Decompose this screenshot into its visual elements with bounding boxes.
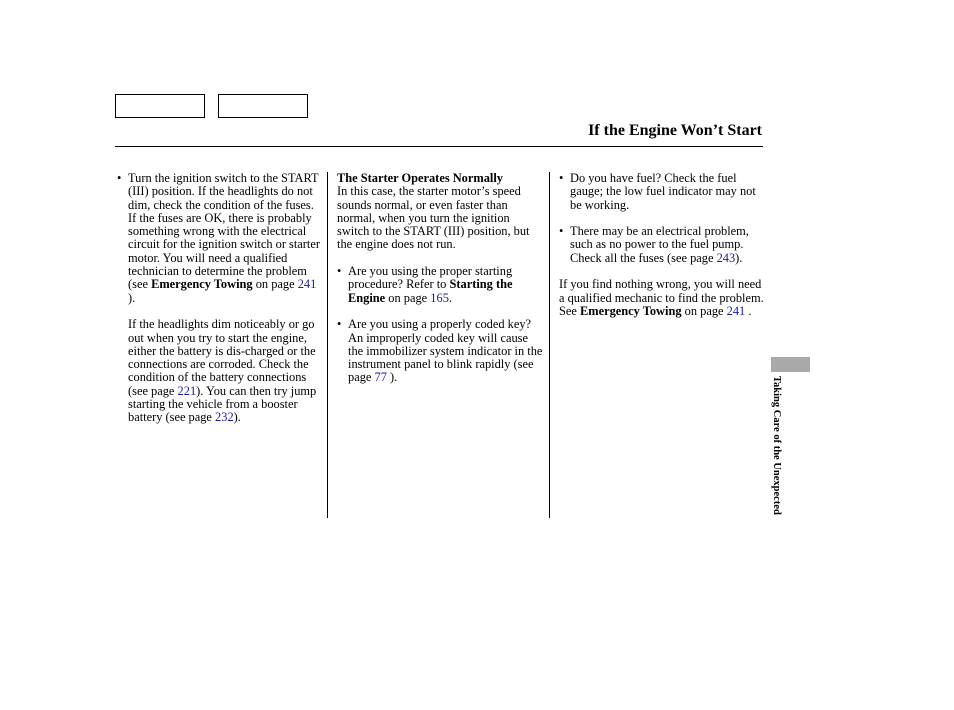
section-heading: The Starter Operates Normally <box>337 171 503 185</box>
paragraph-text: If you find nothing wrong, you will need a qualified mechanic to find the problem. See <box>559 277 764 318</box>
bullet-text: Are you using a properly coded key? An improperly coded key will cause the immobilizer system indicator in the instrument panel to blink rapidly (see page <box>348 317 543 385</box>
list-item <box>559 225 764 265</box>
bullet-text: Are you using the proper starting procedure? Refer to <box>348 264 513 292</box>
list-item <box>117 172 321 305</box>
section-side-label: Taking Care of the Unexpected <box>771 376 782 515</box>
bullet-text: Do you have fuel? Check the fuel gauge; the low fuel indicator may not be working. <box>570 171 756 212</box>
page-link-241[interactable]: 241 <box>297 277 317 292</box>
closing-text: . <box>748 303 752 318</box>
battery-paragraph <box>117 318 321 424</box>
closing-text: ). <box>735 250 743 265</box>
on-page-text: on page <box>388 290 428 305</box>
page-link-221[interactable]: 221 <box>177 383 197 398</box>
list-item <box>337 318 543 384</box>
starting-the-engine-ref: Starting the Engine <box>348 277 513 305</box>
left-column <box>117 172 321 425</box>
page-link-232[interactable]: 232 <box>215 410 234 425</box>
section-tab-marker[interactable] <box>771 357 810 372</box>
page-link-77[interactable]: 77 <box>374 370 387 385</box>
page-link-243[interactable]: 243 <box>716 250 736 265</box>
title-divider <box>115 146 763 147</box>
list-item <box>559 172 764 212</box>
column-divider-1 <box>327 172 328 518</box>
paragraph-text-mid: ). You can then try jump starting the vehicle from a booster battery (see page <box>128 383 317 425</box>
page-title: If the Engine Won’t Start <box>588 122 762 139</box>
paragraph-text: If the headlights dim noticeably or go out when you try to start the engine, either the battery is dis-charged or the connections are corroded. Check the condition of the battery connections (see page <box>128 317 316 398</box>
closing-text: ). <box>128 290 136 305</box>
right-column <box>559 172 764 318</box>
list-item <box>337 265 543 305</box>
main-menu-button[interactable] <box>115 94 205 118</box>
index-button[interactable] <box>218 94 308 118</box>
on-page-text: on page <box>255 277 295 292</box>
emergency-towing-ref: Emergency Towing <box>151 277 253 292</box>
emergency-towing-ref: Emergency Towing <box>580 303 682 318</box>
intro-paragraph: In this case, the starter motor’s speed sounds normal, or even faster than normal, when you turn the ignition switch to the START (III) position, but the engine does not run. <box>337 184 530 252</box>
closing-text: . <box>448 290 452 305</box>
page-link-165[interactable]: 165 <box>430 290 449 305</box>
bullet-text: Turn the ignition switch to the START (III) position. If the headlights do not dim, check the condition of the fuses. If the fuses are OK, there is probably something wrong with the electrical circuit for the ignition switch or starter motor. You will need a qualified technician to determine the problem (see <box>128 171 321 292</box>
middle-column <box>337 172 543 385</box>
closing-text: ). <box>390 370 398 385</box>
on-page-text: on page <box>684 303 724 318</box>
bullet-text: There may be an electrical problem, such as no power to the fuel pump. Check all the fuses (see page <box>570 224 749 265</box>
column-divider-2 <box>549 172 550 518</box>
page-link-241[interactable]: 241 <box>726 303 746 318</box>
closing-text: ). <box>233 410 241 425</box>
summary-paragraph <box>559 278 764 318</box>
